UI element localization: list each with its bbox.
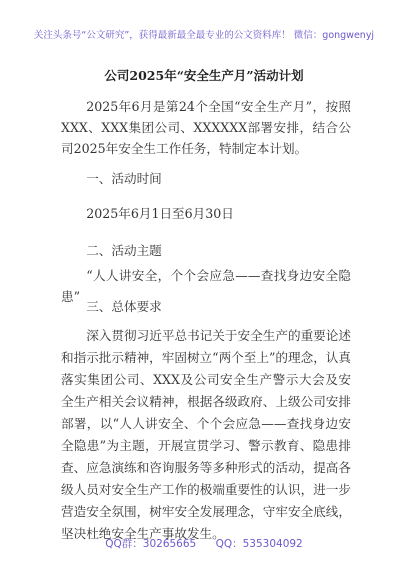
qq-number: QQ：535304092 <box>215 538 303 550</box>
document-title: 公司2025年“安全生产月”活动计划 <box>104 68 304 83</box>
qq-group: QQ群：30265665 <box>105 538 197 550</box>
requirements-paragraph: 深入贯彻习近平总书记关于安全生产的重要论述和指示批示精神，牢固树立“两个至上”的理念，认真落实集团公司、XXX及公司安全生产警示大会及安全生产相关会议精神，根据各级政府、上级公司安排部署，以“人人讲安全、个个会应急——查找身边安全隐患”为主题，开展宣贯学习、警示教育、隐患排查、应急演练和咨询服务等多种形式的活动，提高各级人员对安全生产工作的极端重要性的认识，进一步营造安全氛围，树牢安全发展理念，守牢安全底线，坚决杜绝安全生产事故发生。 <box>61 328 351 541</box>
header-banner: 关注头条号“公文研究”，获得最新最全最专业的公文资料库！ 微信：gongwenyj <box>33 30 375 41</box>
activity-date: 2025年6月1日至6月30日 <box>86 206 234 221</box>
activity-theme: “人人讲安全，个个会应急——查找身边安全隐患” <box>61 268 351 304</box>
section-heading-requirements: 三、总体要求 <box>86 299 162 314</box>
section-heading-time: 一、活动时间 <box>86 171 162 186</box>
footer-contact <box>0 536 408 551</box>
intro-paragraph: 2025年6月是第24个全国“安全生产月”，按照XXX、XXX集团公司、XXXXXX部署安排，结合公司2025年安全生工作任务，特制定本计划。 <box>61 99 351 156</box>
section-heading-theme: 二、活动主题 <box>86 243 162 258</box>
